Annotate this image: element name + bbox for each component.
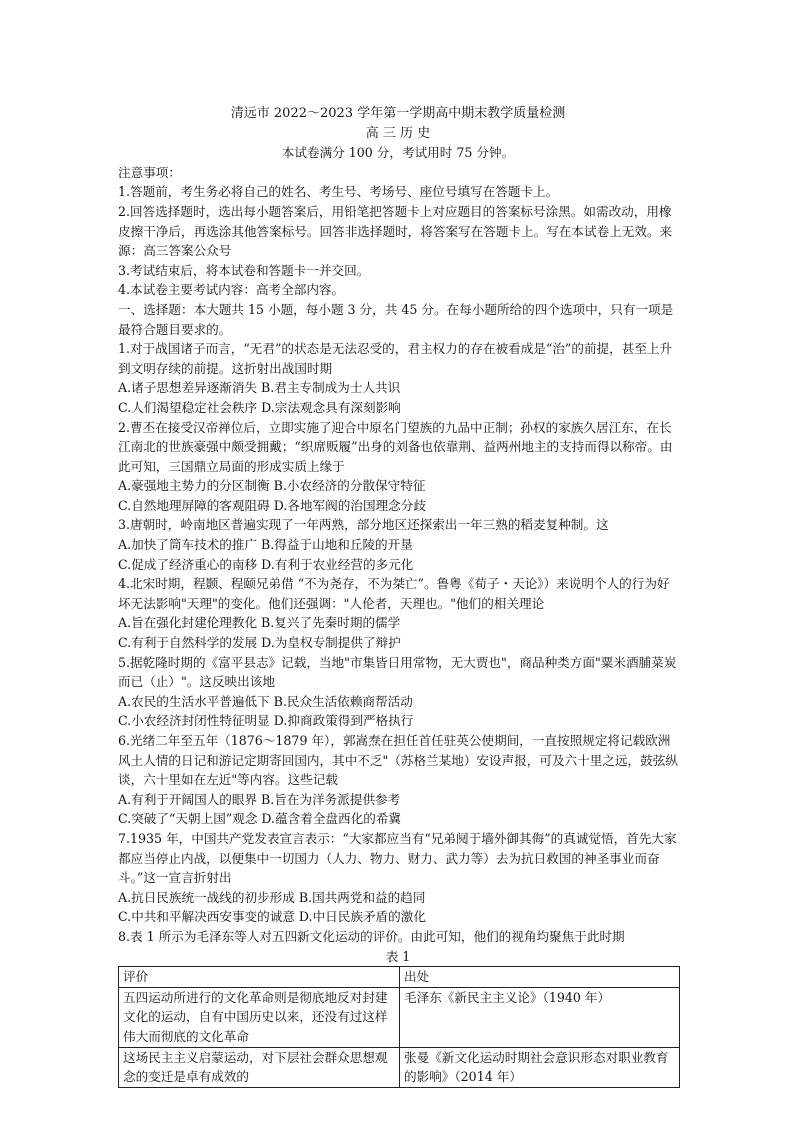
question-options: C.人们渴望稳定社会秩序 D.宗法观念具有深刻影响 xyxy=(118,399,401,415)
question-2 xyxy=(118,418,678,516)
table-cell: 毛泽东《新民主主义论》（1940 年） xyxy=(400,987,680,1047)
question-stem: 1.对于战国诸子而言，“无君”的状态是无法忍受的，君主权力的存在被看成是“治”的前提，甚至上升到文明存续的前提。这折射出战国时期 xyxy=(118,341,673,376)
section-intro: 一、选择题：本大题共 15 小题，每小题 3 分，共 45 分。在每小题所给的四个选项中，只有一项是最符合题目要求的。 xyxy=(118,301,674,337)
note-item: 1.答题前，考生务必将自己的姓名、考生号、考场号、座位号填写在答题卡上。 xyxy=(118,184,559,200)
question-options: A.旨在强化封建伦理教化 B.复兴了先秦时期的儒学 xyxy=(118,615,401,631)
note-item: 3.考试结束后，将本试卷和答题卡一并交回。 xyxy=(118,262,370,278)
question-8 xyxy=(118,927,678,947)
table-header-row xyxy=(119,967,680,988)
question-6 xyxy=(118,731,678,829)
exam-page xyxy=(118,104,678,1088)
question-options: C.突破了“天朝上国”观念 D.蕴含着全盘西化的希冀 xyxy=(118,811,402,827)
question-stem: 3.唐朝时，岭南地区普遍实现了一年两熟，部分地区还探索出一年三熟的稻麦复种制。这 xyxy=(118,517,609,533)
table-cell: 这场民主主义启蒙运动，对下层社会群众思想观念的变迁是卓有成效的 xyxy=(119,1047,400,1087)
question-stem: 7.1935 年，中国共产党发表宣言表示：“大家都应当有“兄弟阋于墙外御其侮”的真诚觉悟，首先大家都应当停止内战，以便集中一切国力（人力、物力、财力、武力等）去为抗日救国的神圣事业而奋斗。”这一宣言折射出 xyxy=(118,830,677,886)
evaluation-table xyxy=(118,966,680,1088)
question-options: A.豪强地主势力的分区制衡 B.小农经济的分散保守特征 xyxy=(118,478,426,494)
notes-heading: 注意事项： xyxy=(118,164,181,180)
table-row xyxy=(119,1047,680,1087)
table-cell: 五四运动所进行的文化革命则是彻底地反对封建文化的运动，自有中国历史以来，还没有过这样伟大而彻底的文化革命 xyxy=(119,987,400,1047)
question-options: A.加快了筒车技术的推广 B.得益于山地和丘陵的开垦 xyxy=(118,537,413,553)
note-item: 2.回答选择题时，选出每小题答案后，用铅笔把答题卡上对应题目的答案标号涂黑。如需改动，用橡皮擦干净后，再选涂其他答案标号。回答非选择题时，将答案写在答题卡上。写在本试卷上无效。来源：高三答案公众号 xyxy=(118,203,673,259)
question-options: A.农民的生活水平普遍低下 B.民众生活依赖商帮活动 xyxy=(118,693,413,709)
question-options: C.促成了经济重心的南移 D.有利于农业经营的多元化 xyxy=(118,556,414,572)
table-cell: 张曼《新文化运动时期社会意识形态对职业教育的影响》（2014 年） xyxy=(400,1047,680,1087)
question-options: C.中共和平解决西安事变的诚意 D.中日民族矛盾的激化 xyxy=(118,909,426,925)
question-options: A.有利于开阔国人的眼界 B.旨在为洋务派提供参考 xyxy=(118,791,401,807)
score-time-note: 本试卷满分 100 分，考试用时 75 分钟。 xyxy=(281,145,515,161)
question-stem: 5.据乾隆时期的《富平县志》记载，当地"市集皆日用常物，无大贾也"，商品种类方面"粟米酒脯菜炭而已（止）"。这反映出该地 xyxy=(118,654,677,690)
question-3 xyxy=(118,515,678,574)
question-5 xyxy=(118,653,678,731)
table-row xyxy=(119,987,680,1047)
question-7 xyxy=(118,829,678,927)
question-1 xyxy=(118,339,678,417)
question-stem: 2.曹丕在接受汉帝禅位后，立即实施了迎合中原名门望族的九品中正制；孙权的家族久居江东，在长江南北的世族豪强中颇受拥戴；“织席贩履”出身的刘备也依靠荆、益两州地主的支持而得以称帝。由此可知，三国鼎立局面的形成实质上缘于 xyxy=(118,419,673,474)
question-stem: 8.表 1 所示为毛泽东等人对五四新文化运动的评价。由此可知，他们的视角均聚焦于此时期 xyxy=(118,928,625,944)
table-header-cell: 出处 xyxy=(400,967,680,988)
question-options: C.自然地理屏障的客观阻碍 D.各地军阀的治国理念分歧 xyxy=(118,497,426,513)
table-caption: 表 1 xyxy=(385,948,411,964)
question-options: C.有利于自然科学的发展 D.为皇权专制提供了辩护 xyxy=(118,635,401,651)
question-stem: 6.光绪二年至五年（1876～1879 年），郭嵩焘在担任首任驻英公使期间，一直按照规定将记载欧洲风土人情的日记和游记定期寄回国内，其中不乏"（苏格兰某地）安设声报，可及六十里之远，鼓弦纵谈，六十里如在左近"等内容。这些记载 xyxy=(118,733,678,788)
note-item: 4.本试卷主要考试内容：高考全部内容。 xyxy=(118,282,345,298)
question-options: C.小农经济封闭性特征明显 D.抑商政策得到严格执行 xyxy=(118,713,414,729)
question-options: A.抗日民族统一战线的初步形成 B.国共两党和益的趋同 xyxy=(118,889,426,905)
question-stem: 4.北宋时期，程颢、程颐兄弟借 “不为尧存，不为桀亡”。鲁粤《荀子・天论》）来说明个人的行为好坏无法影响"天理"的变化。他们还强调："人伦者，天理也。"他们的相关理论 xyxy=(118,576,670,611)
table-header-cell: 评价 xyxy=(119,967,400,988)
question-options: A.诸子思想差异逐渐消失 B.君主专制成为士人共识 xyxy=(118,380,401,396)
exam-title: 清远市 2022～2023 学年第一学期高中期末教学质量检测 xyxy=(230,106,566,121)
subject-title: 高 三 历 史 xyxy=(365,125,431,141)
question-4 xyxy=(118,574,678,652)
